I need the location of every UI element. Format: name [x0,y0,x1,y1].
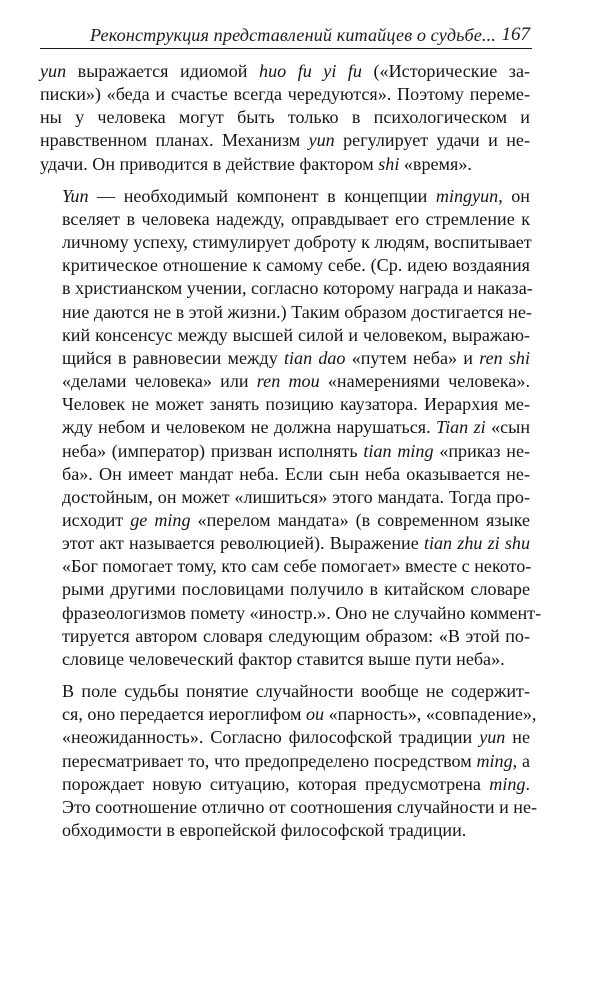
transliterated-term: tian ming [363,440,434,461]
transliterated-term: tian dao [283,347,346,368]
text-run: («Исторические за- [361,61,530,81]
text-run: словице человеческий фактор ставится выше пути неба». [62,648,505,669]
transliterated-term: yun [308,130,335,151]
text-run: ба». Он имеет мандат неба. Если сын неба оказывается не- [62,463,530,484]
text-line [40,602,542,625]
transliterated-term: mingyun [435,185,499,206]
text-run: Это соотношение отлично от соотношения случайности и не- [62,796,538,817]
text-line [40,129,530,152]
paragraph [40,60,530,176]
text-run: В поле судьбы понятие случайности вообще не содержит- [62,681,530,702]
text-line [40,416,530,439]
paragraph [40,680,538,842]
text-line [40,773,530,796]
text-line [40,750,530,773]
text-run: ние даются не в этой жизни.) Таким образом достигается не- [62,301,532,322]
running-header [40,16,532,49]
text-line [40,393,530,416]
text-run: обходимости в европейской философской традиции. [62,820,467,840]
text-run: «время». [399,153,472,174]
text-run: «сын [485,417,530,438]
text-line [40,532,530,555]
text-line [40,625,530,648]
text-line [40,648,530,671]
text-line [40,301,530,324]
body-text [40,60,542,842]
text-run: в христианском учении, согласно которому награда и наказа- [62,278,533,299]
text-run: «парность», «совпадение», [324,704,537,725]
transliterated-term: ren shi [479,347,530,368]
running-title: Реконструкция представлений китайцев о судьбе... [90,25,496,45]
text-line [40,185,530,208]
transliterated-term: shi [378,153,400,174]
text-run: исходит [62,509,131,530]
text-run: писки») «беда и счастье всегда чередуются». Поэтому переме- [40,84,530,105]
text-run: ны у человека могут быть только в психологическом и [40,107,530,128]
text-line [40,726,530,749]
text-line [40,347,530,370]
text-line [40,231,530,254]
text-line [40,324,530,347]
text-run: достойным, он может «лишиться» этого мандата. Тогда про- [62,486,530,507]
text-line [40,680,530,703]
text-run: Человек не может занять позицию каузатора. Иерархия ме- [62,394,530,415]
text-line [40,463,530,486]
text-run: фразеологизмов помету «иностр.». Оно не случайно коммент- [62,602,542,623]
transliterated-term: Yun [62,185,89,206]
text-line [40,277,533,300]
text-run: «делами человека» или [62,371,257,392]
text-line [40,254,530,277]
text-run: критическое отношение к самому себе. (Ср. идею воздаяния [62,255,530,276]
transliterated-term: Tian zi [436,417,486,438]
text-run: неба» (император) призван исполнять [62,440,364,461]
text-line [40,555,530,578]
text-line [40,796,538,819]
text-line [40,60,530,83]
page-number: 167 [501,24,530,45]
transliterated-term: ge ming [130,509,191,530]
text-line [40,440,530,463]
text-run: нравственном планах. Механизм [40,130,309,151]
paragraph [40,185,542,671]
text-line [40,486,530,509]
text-run: щийся в равновесии между [62,347,284,368]
text-run: , а [512,750,530,771]
text-run: — необходимый компонент в концепции [88,185,436,206]
text-line [40,153,530,176]
text-line [40,83,530,106]
text-run: пересматривает то, что предопределено посредством [62,750,477,771]
text-line [40,819,530,842]
text-run: «неожиданность». Согласно философской традиции [62,727,480,748]
transliterated-term: ming [489,773,526,794]
text-line [40,509,530,532]
text-run: тируется автором словаря следующим образом: «В этой по- [62,625,530,646]
transliterated-term: ming [476,750,513,771]
text-run: «Бог помогает тому, кто сам себе помогает» вместе с некото- [62,556,532,577]
text-run: ся, оно передается иероглифом [62,704,306,725]
text-run: кий консенсус между высшей силой и человеком, выражаю- [62,324,530,345]
text-run: выражается идиомой [66,61,260,81]
text-run: рыми другими пословицами получило в китайском словаре [62,579,530,600]
text-run: вселяет в человека надежду, оправдывает его стремление к [62,208,530,229]
text-run: «приказ не- [433,440,530,461]
text-line [40,370,530,393]
text-run: удачи. Он приводится в действие фактором [40,153,379,174]
transliterated-term: yun [40,61,67,81]
text-run: . [525,773,530,794]
text-run: не [505,727,530,748]
text-run: порождает новую ситуацию, которая предусмотрена [62,773,490,794]
transliterated-term: ren mou [256,371,320,392]
text-run: «перелом мандата» (в современном языке [190,509,530,530]
text-line [40,578,530,601]
text-run: регулирует удачи и не- [334,130,530,151]
text-line [40,208,530,231]
transliterated-term: yun [479,727,506,748]
text-run: этот акт называется революцией). Выражение [62,533,424,554]
text-line [40,106,530,129]
text-run: «путем неба» и [345,347,480,368]
text-run: жду небом и человеком не должна нарушаться. [62,417,437,438]
text-run: «намерениями человека». [319,371,530,392]
transliterated-term: tian zhu zi shu [423,533,530,554]
text-line [40,703,537,726]
transliterated-term: ou [305,704,325,725]
text-run: , он [498,185,530,206]
transliterated-term: huo fu yi fu [259,61,362,81]
text-run: личному успеху, стимулирует доброту к людям, воспитывает [62,232,532,253]
